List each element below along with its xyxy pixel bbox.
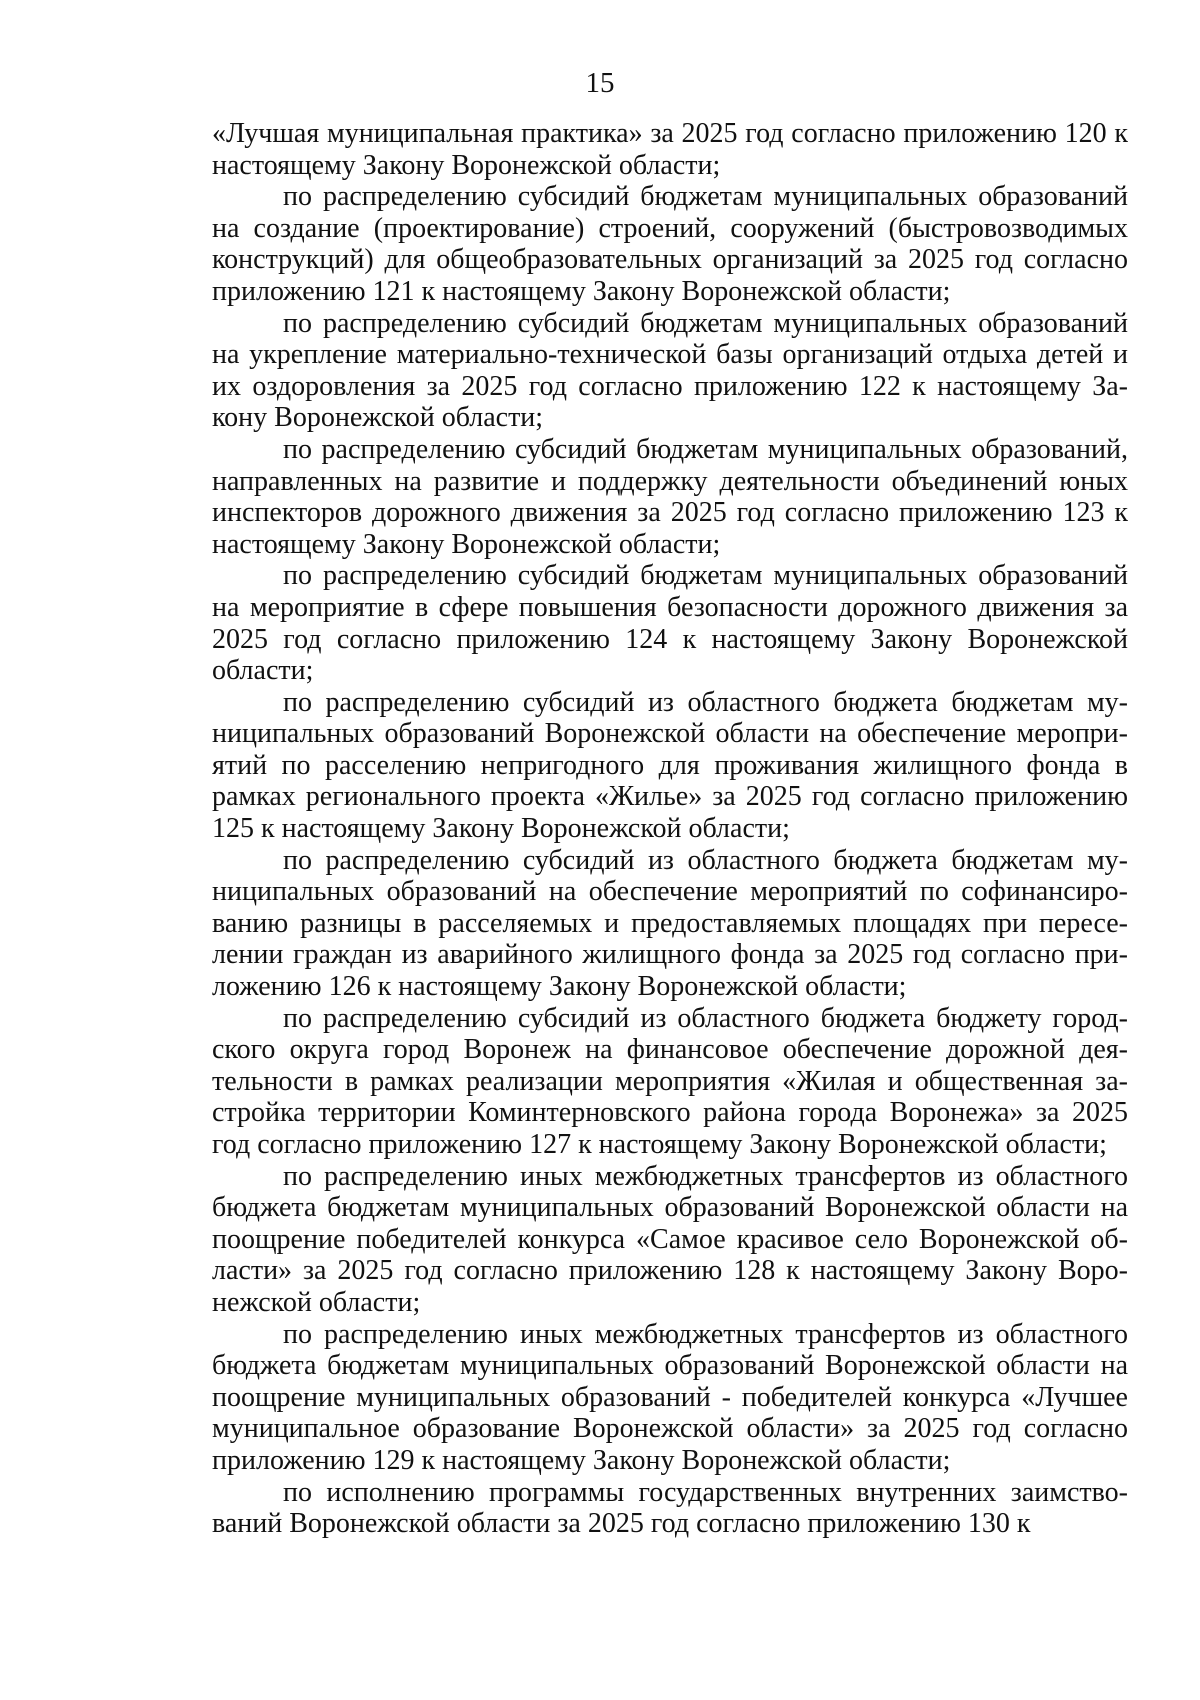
paragraph: по исполнению программы государственных внутренних заимствований Воронежской области за 2025 год согласно приложению 130 к <box>212 1476 1128 1540</box>
paragraph: по распределению субсидий бюджетам муниципальных образований, направленных на развитие и поддержку деятельности объединений юных инспекторов дорожного движения за 2025 год согласно приложению 123 к настоящему Закону Воронежской области; <box>212 433 1128 560</box>
paragraph: по распределению иных межбюджетных трансфертов из областного бюджета бюджетам муниципальных образований Воронежской области на поощрение победителей конкурса «Самое красивое село Воронежской области» за 2025 год согласно приложению 128 к настоящему Закону Воронежской области; <box>212 1160 1128 1318</box>
document-body <box>212 118 1128 1540</box>
page-number: 15 <box>585 67 615 99</box>
paragraph: по распределению субсидий из областного бюджета бюджетам муниципальных образований на обеспечение мероприятий по софинансированию разницы в расселяемых и предоставляемых площадях при переселении граждан из аварийного жилищного фонда за 2025 год согласно приложению 126 к настоящему Закону Воронежской области; <box>212 844 1128 1003</box>
paragraph: по распределению субсидий бюджетам муниципальных образований на укрепление материально-технической базы организаций отдыха детей и их оздоровления за 2025 год согласно приложению 122 к настоящему Закону Воронежской области; <box>212 307 1128 434</box>
paragraph: «Лучшая муниципальная практика» за 2025 год согласно приложению 120 к настоящему Закону Воронежской области; <box>212 118 1128 181</box>
paragraph: по распределению субсидий бюджетам муниципальных образований на мероприятие в сфере повышения безопасности дорожного движения за 2025 год согласно приложению 124 к настоящему Закону Воронежской области; <box>212 560 1128 687</box>
paragraph: по распределению субсидий из областного бюджета бюджетам муниципальных образований Воронежской области на обеспечение мероприятий по расселению непригодного для проживания жилищного фонда в рамках регионального проекта «Жилье» за 2025 год согласно приложению 125 к настоящему Закону Воронежской области; <box>212 686 1128 845</box>
paragraph: по распределению субсидий бюджетам муниципальных образований на создание (проектирование) строений, сооружений (быстровозводимых конструкций) для общеобразовательных организаций за 2025 год согласно приложению 121 к настоящему Закону Воронежской области; <box>212 181 1128 307</box>
paragraph: по распределению субсидий из областного бюджета бюджету городского округа город Воронеж на финансовое обеспечение дорожной деятельности в рамках реализации мероприятия «Жилая и общественная застройка территории Коминтерновского района города Воронежа» за 2025 год согласно приложению 127 к настоящему Закону Воронежской области; <box>212 1002 1128 1160</box>
paragraph: по распределению иных межбюджетных трансфертов из областного бюджета бюджетам муниципальных образований Воронежской области на поощрение муниципальных образований - победителей конкурса «Лучшее муниципальное образование Воронежской области» за 2025 год согласно приложению 129 к настоящему Закону Воронежской области; <box>212 1318 1128 1476</box>
